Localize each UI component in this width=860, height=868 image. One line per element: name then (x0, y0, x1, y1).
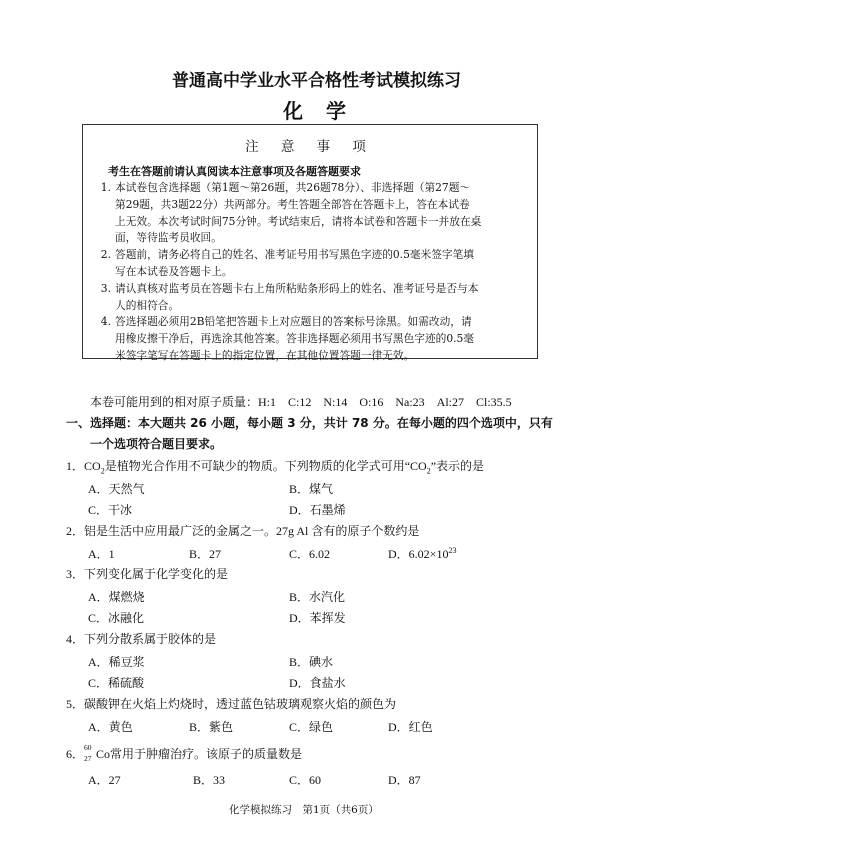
question-5-stem (66, 696, 396, 712)
question-text: ”表示的是 (430, 459, 485, 473)
option-a: A．煤燃烧 (88, 590, 145, 604)
question-4-stem (66, 631, 216, 647)
formula-subscript: 2 (426, 466, 431, 476)
option-a: A．稀豆浆 (88, 655, 145, 669)
option-c: C．60 (289, 773, 322, 787)
section-heading: 一、选择题：本大题共 26 小题，每小题 3 分，共计 78 分。在每小题的四个选项中，只有 (66, 416, 553, 430)
notice-item-text: 答题前，请务必将自己的姓名、准考证号用书写黑色字迹的0.5毫米签字笔填 写在本试卷及答题卡上。 (115, 248, 474, 278)
question-text: 下列分散系属于胶体的是 (84, 632, 217, 646)
option-b: B．紫色 (189, 720, 234, 734)
question-number: 2． (66, 524, 85, 538)
option-b: B．水汽化 (289, 590, 346, 604)
notice-item (91, 180, 531, 247)
notice-item-number: 3. (100, 281, 111, 295)
nuclide-notation (84, 743, 96, 763)
question-number: 1． (66, 459, 85, 473)
notice-item (91, 281, 531, 315)
question-text: 常用于肿瘤治疗。该原子的质量数是 (110, 747, 303, 761)
element-symbol: Co (96, 747, 111, 761)
option-a: A．1 (88, 547, 115, 561)
question-text: 下列变化属于化学变化的是 (84, 567, 229, 581)
option-c: C．干冰 (88, 503, 133, 517)
option-b: B．27 (189, 547, 222, 561)
option-c: C．6.02 (289, 547, 331, 561)
question-3-stem (66, 566, 228, 582)
question-number: 5． (66, 697, 85, 711)
question-text: 铝是生活中应用最广泛的金属之一。27g Al 含有的原子个数约是 (84, 524, 420, 538)
option-d: D．食盐水 (289, 676, 346, 690)
notice-item (91, 247, 531, 281)
formula-subscript: 2 (100, 466, 105, 476)
notice-item-text: 本试卷包含选择题（第1题～第26题，共26题78分）、非选择题（第27题～ 第29题，共3题22分）共两部分。考生答题全部答在答题卡上，答在本试卷 上无效。本次考试时间75分钟。考试结束后，请将本试卷和答题卡一并放在桌 面，等待监考员收回。 (115, 181, 482, 245)
question-1-stem (66, 458, 484, 479)
mass-number: 60 (84, 743, 92, 752)
notice-list (91, 180, 531, 365)
option-b: B．煤气 (289, 482, 334, 496)
option-c: C．绿色 (289, 720, 334, 734)
option-d: D．87 (388, 773, 421, 787)
notice-box (82, 124, 538, 362)
atomic-masses: 本卷可能用到的相对原子质量：H:1 C:12 N:14 O:16 Na:23 Al:27 Cl:35.5 (90, 395, 512, 409)
option-d: D．苯挥发 (289, 611, 346, 625)
section-heading-cont: 一个选项符合题目要求。 (90, 437, 223, 451)
exam-subject: 化 学 (283, 99, 354, 123)
option-d: D．$6.02\times 10^{23}$ (388, 546, 457, 561)
notice-title: 注 意 事 项 (245, 139, 375, 155)
question-number: 6． (66, 747, 85, 761)
notice-item-number: 2. (100, 248, 111, 262)
question-6-stem (66, 743, 303, 763)
notice-item-number: 1. (100, 181, 111, 194)
option-d: D．石墨烯 (289, 503, 346, 517)
notice-item-text: 答选择题必须用2B铅笔把答题卡上对应题目的答案标号涂黑。如需改动，请 用橡皮擦干净后，再选涂其他答案。答非选择题必须用书写黑色字迹的0.5毫 米签字笔写在答题卡上的指定位置，在其他位置答题一律无效。 (115, 315, 474, 362)
option-a: A．27 (88, 773, 121, 787)
exam-title: 普通高中学业水平合格性考试模拟练习 (172, 71, 461, 91)
option-a: A．黄色 (88, 720, 133, 734)
question-number: 4． (66, 632, 85, 646)
notice-requirement: 考生在答题前请认真阅读本注意事项及各题答题要求 (108, 165, 361, 178)
notice-item-number: 4. (100, 315, 111, 329)
question-2-stem (66, 523, 419, 539)
question-text: 是植物光合作用不可缺少的物质。下列物质的化学式可用“CO (104, 459, 427, 473)
question-number: 3． (66, 567, 85, 581)
page-footer: 化学模拟练习 第1页（共6页） (229, 804, 379, 816)
option-d: D．红色 (388, 720, 433, 734)
option-a: A．天然气 (88, 482, 145, 496)
option-c: C．稀硫酸 (88, 676, 145, 690)
atomic-number: 27 (84, 754, 92, 763)
formula-text: CO (84, 459, 101, 473)
option-c: C．冰融化 (88, 611, 145, 625)
option-b: B．碘水 (289, 655, 334, 669)
notice-item (91, 314, 531, 364)
exponent: 23 (448, 546, 457, 555)
notice-item-text: 请认真核对监考员在答题卡右上角所粘贴条形码上的姓名、准考证号是否与本 人的相符合。 (115, 281, 479, 312)
question-text: 碳酸钾在火焰上灼烧时，透过蓝色钴玻璃观察火焰的颜色为 (84, 697, 397, 711)
option-b: B．33 (193, 773, 226, 787)
